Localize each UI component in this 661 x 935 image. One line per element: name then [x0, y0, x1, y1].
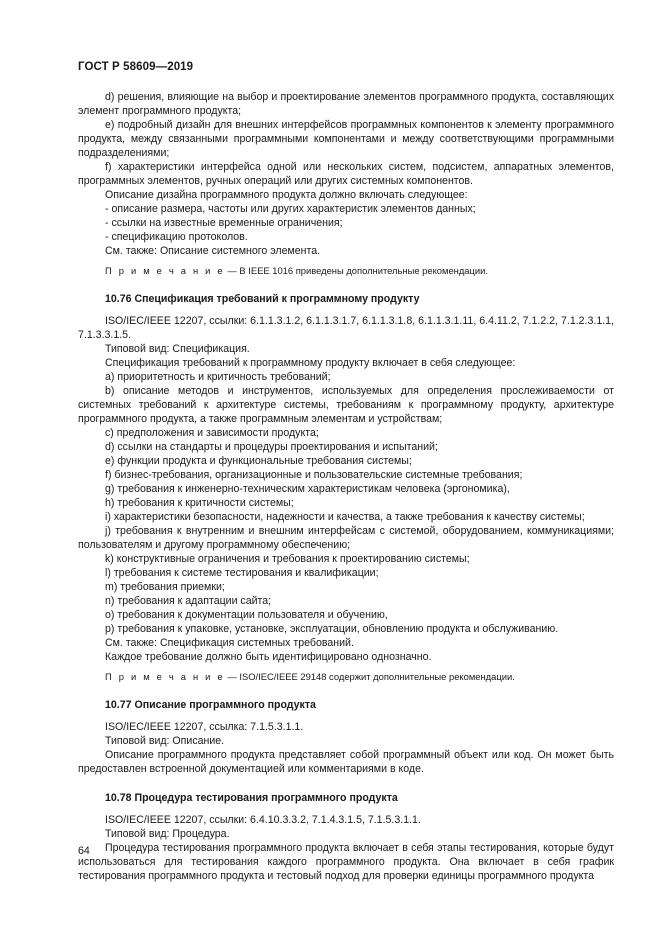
s1076-intro: Спецификация требований к программному продукту включает в себя следующее: [105, 357, 516, 369]
note-ieee-1016 [78, 264, 614, 277]
s1078-refs: ISO/IEC/IEEE 12207, ссылки: 6.4.10.3.3.2, 7.1.4.3.1.5, 7.1.5.3.1.1. [105, 814, 421, 826]
intro-bullet-1: - описание размера, частоты или других характеристик элементов данных; [105, 203, 476, 215]
s1076-item-k: k) конструктивные ограничения и требования к проектированию системы; [105, 553, 470, 565]
s1076-item-i: i) характеристики безопасности, надежности и качества, а также требования к качеству системы; [105, 511, 585, 523]
s1078-body: Процедура тестирования программного продукта включает в себя этапы тестирования, которые будут использоваться для тестирования каждого программного продукта. Она включает в себя график тестирования программного продукта и тестовый подход для проверки единицы программного продукта [78, 842, 614, 882]
intro-see-also: См. также: Описание системного элемента. [105, 245, 321, 257]
s1077-refs: ISO/IEC/IEEE 12207, ссылка: 7.1.5.3.1.1. [105, 721, 304, 733]
s1077-type: Типовой вид: Описание. [105, 735, 225, 747]
s1076-item-n: n) требования к адаптации сайта; [105, 595, 272, 607]
s1076-item-p: p) требования к упаковке, установке, эксплуатации, обновлению продукта и обслуживанию. [105, 623, 559, 635]
s1076-item-l: l) требования к системе тестирования и квалификации; [105, 567, 379, 579]
intro-item-e: e) подробный дизайн для внешних интерфейсов программных компонентов к элементу программного продукта, между связанными программными компонентами и между соответствующими программными подразделениями; [78, 119, 614, 159]
s1076-item-j: j) требования к внутренним и внешним интерфейсам с системой, оборудованием, коммуникациями; пользователям и другому программному обеспечению; [78, 525, 614, 551]
note-label: П р и м е ч а н и е [105, 265, 225, 276]
s1076-item-m: m) требования приемки; [105, 581, 225, 593]
note-text: — В IEEE 1016 приведены дополнительные рекомендации. [224, 265, 488, 276]
s1076-closing: Каждое требование должно быть идентифицировано однозначно. [105, 651, 432, 663]
intro-bullet-3: - спецификацию протоколов. [105, 231, 248, 243]
s1076-item-c: c) предположения и зависимости продукта; [105, 427, 319, 439]
section-heading-10-78: 10.78 Процедура тестирования программного продукта [105, 792, 398, 804]
intro-item-f: f) характеристики интерфейса одной или нескольких систем, подсистем, аппаратных элементов, программных элементов, ручных операций или других системных компонентов. [78, 161, 614, 187]
intro-item-d: d) решения, влияющие на выбор и проектирование элементов программного продукта, составляющих элемент программного продукта; [78, 91, 614, 117]
intro-paragraph: Описание дизайна программного продукта должно включать следующее: [105, 189, 468, 201]
document-body [78, 90, 614, 883]
s1078-type: Типовой вид: Процедура. [105, 828, 230, 840]
s1076-item-h: h) требования к критичности системы; [105, 497, 294, 509]
s1076-item-e: e) функции продукта и функциональные требования системы; [105, 455, 412, 467]
s1076-refs: ISO/IEC/IEEE 12207, ссылки: 6.1.1.3.1.2, 6.1.1.3.1.7, 6.1.1.3.1.8, 6.1.1.3.1.11, 6.4.11.2, 7.1.2.2, 7.1.2.3.1.1, 7.1.3.3.1.5. [78, 315, 614, 341]
section-heading-10-76: 10.76 Спецификация требований к программному продукту [105, 293, 420, 305]
section-heading-10-77: 10.77 Описание программного продукта [105, 699, 316, 711]
note-iso-29148 [78, 670, 614, 683]
s1076-see-also: См. также: Спецификация системных требований. [105, 637, 354, 649]
s1076-type: Типовой вид: Спецификация. [105, 343, 250, 355]
s1076-item-g: g) требования к инженерно-техническим характеристикам человека (эргономика), [105, 483, 510, 495]
s1076-item-b: b) описание методов и инструментов, используемых для определения прослеживаемости от системных требований к архитектуре системы, требованиям к программному продукту, архитектуре программного продукта, а также программным элементам и устройствам; [78, 385, 614, 425]
s1076-item-f: f) бизнес-требования, организационные и пользовательские системные требования; [105, 469, 523, 481]
note-label: П р и м е ч а н и е [105, 671, 225, 682]
s1076-item-o: o) требования к документации пользователя и обучению, [105, 609, 388, 621]
s1076-item-d: d) ссылки на стандарты и процедуры проектирования и испытаний; [105, 441, 438, 453]
document-header: ГОСТ Р 58609—2019 [78, 61, 194, 73]
s1076-item-a: a) приоритетность и критичность требований; [105, 371, 331, 383]
note-text: — ISO/IEC/IEEE 29148 содержит дополнительные рекомендации. [224, 671, 515, 682]
s1077-body: Описание программного продукта представляет собой программный объект или код. Он может быть предоставлен встроенной документацией или комментариями в коде. [78, 749, 614, 775]
page-number: 64 [78, 845, 90, 857]
intro-bullet-2: - ссылки на известные временные ограничения; [105, 217, 343, 229]
